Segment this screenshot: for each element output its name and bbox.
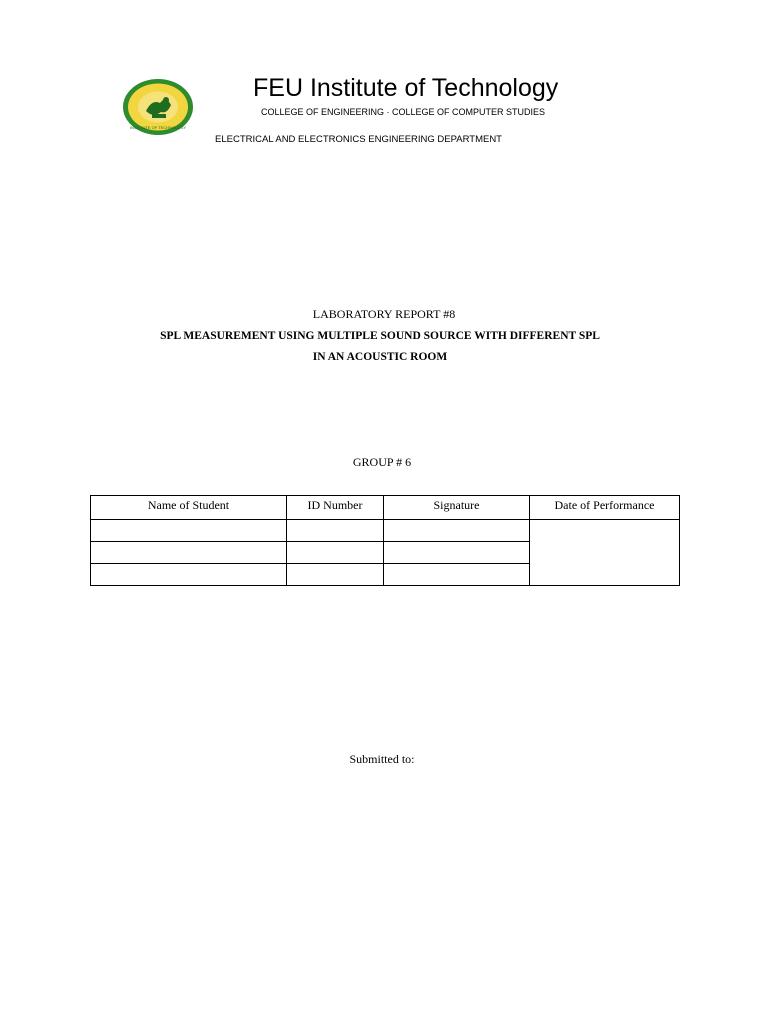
- id-number-cell: [287, 564, 384, 586]
- header-signature: Signature: [384, 496, 530, 520]
- header-date-of-performance: Date of Performance: [530, 496, 680, 520]
- svg-text:INSTITUTE OF TECHNOLOGY: INSTITUTE OF TECHNOLOGY: [129, 125, 187, 130]
- date-of-performance-cell: [530, 520, 680, 586]
- students-table: [90, 495, 680, 586]
- id-number-cell: [287, 542, 384, 564]
- header-id-number: ID Number: [287, 496, 384, 520]
- group-number: GROUP # 6: [352, 455, 412, 469]
- signature-cell: [384, 564, 530, 586]
- institution-name: FEU Institute of Technology: [253, 74, 559, 102]
- header-name-of-student: Name of Student: [91, 496, 287, 520]
- submitted-to-label: Submitted to:: [349, 752, 415, 766]
- id-number-cell: [287, 520, 384, 542]
- report-number: LABORATORY REPORT #8: [312, 307, 456, 321]
- table-header-row: [91, 496, 680, 520]
- report-title-line-2: IN AN ACOUSTIC ROOM: [312, 351, 448, 363]
- student-name-cell: [91, 520, 287, 542]
- institution-logo-icon: [122, 78, 194, 136]
- table-row: [91, 520, 680, 542]
- signature-cell: [384, 542, 530, 564]
- report-title-line-1: SPL MEASUREMENT USING MULTIPLE SOUND SOURCE WITH DIFFERENT SPL: [160, 330, 600, 342]
- signature-cell: [384, 520, 530, 542]
- student-name-cell: [91, 542, 287, 564]
- department-name: ELECTRICAL AND ELECTRONICS ENGINEERING DEPARTMENT: [215, 134, 502, 145]
- colleges-line: COLLEGE OF ENGINEERING · COLLEGE OF COMPUTER STUDIES: [261, 107, 546, 117]
- student-name-cell: [91, 564, 287, 586]
